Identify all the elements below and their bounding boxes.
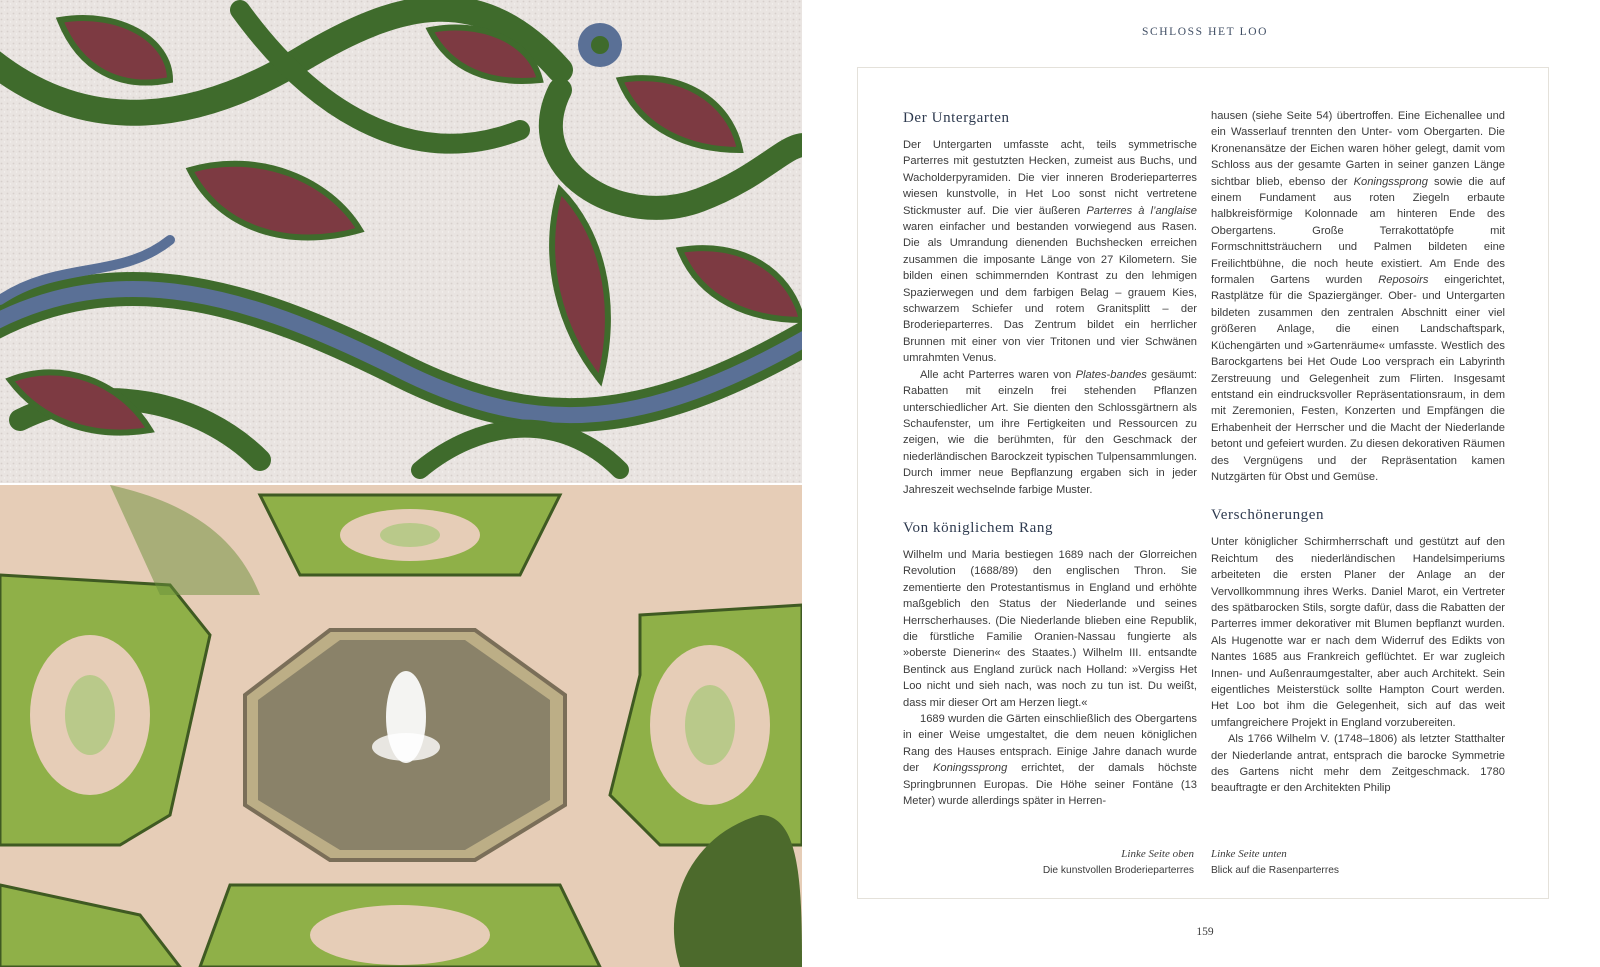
paragraph-text: eingerichtet, Rastplätze für die Spaziergänger. Ober- und Untergarten bildeten zusammen den zentralen Abschnitt einer viel größeren Anlage, die einen Landschaftspark, Küchengärten und »Gartenräume« umfasste. Westlich des Barockgartens bei Het Oude Loo versprach ein Labyrinth Zerstreuung und Gelegenheit zum Flirten. Insgesamt entstand ein eindrucksvoller Repräsentationsraum, in dem mit Zeremonien, Festen, Konzerten und Empfängen die Erhabenheit der Herrscher und die Macht der Niederlande betont und gefeiert wurden. Zu diesen dekorativen Räumen des Vergnügens und der Repräsentation kamen Nutzgärten für Obst und Gemüse. [1211, 274, 1505, 483]
lawn-parterre-photo [0, 485, 802, 967]
caption-title: Linke Seite unten [1211, 848, 1287, 860]
paragraph-text: hausen (siehe Seite 54) übertroffen. Eine Eichenallee und ein Wasserlauf trennten den Unter- vom Obergarten. Die Kronenansätze der Eichen waren höher gelegt, damit vom Schloss aus der gesamte Garten in seiner ganzen Länge sichtbar blieb, ebenso der [1211, 110, 1505, 188]
paragraph [903, 137, 1197, 367]
section-heading-untergarten: Der Untergarten [903, 110, 1010, 126]
paragraph [903, 711, 1197, 809]
paragraph [1211, 108, 1505, 485]
section-heading-verschoenerungen: Verschönerungen [1211, 507, 1325, 524]
paragraph-emphasis: Reposoirs [1378, 274, 1429, 287]
paragraph-text: 1689 wurden die Gärten einschließlich des Obergartens in einer Weise umgestaltet, die dem neuen königlichen Rang des Hauses entsprach. Einige Jahre danach wurde der [903, 713, 1197, 775]
caption-title: Linke Seite oben [1121, 848, 1194, 860]
paragraph: Als 1766 Wilhelm V. (1748–1806) als letzter Statthalter der Niederlande antrat, entsprach die barocke Symmetrie des Gartens nicht mehr dem Zeitgeschmack. 1780 beauftragte er den Architekten Philip [1211, 733, 1505, 795]
broderie-parterre-image [0, 0, 802, 483]
section-heading-koeniglicher-rang: Von königlichem Rang [903, 519, 1054, 536]
paragraph-emphasis: Plates-bandes [1075, 368, 1147, 381]
caption-text: Die kunstvollen Broderieparterres [1042, 864, 1194, 876]
paragraph-text: waren einfacher und bestanden vorwiegend aus Rasen. Die als Umrandung dienenden Buchshecken erreichen zusammen die imposante Länge von 27 Kilometern. Sie bilden einen schimmernden Kontrast zu den lehmigen Spazierwegen und dem farbigen Belag – grauem Kies, schwarzem Schiefer und rotem Granitsplitt – der Broderieparterres. Das Zentrum bildet ein herrlicher Brunnen mit einer von vier Tritonen und vier Schwänen umrahmten Venus. [903, 221, 1197, 365]
paragraph-text: gesäumt: Rabatten mit einzeln frei stehenden Pflanzen unterschiedlicher Art. Sie dienten den Schlossgärtnern als Schaufenster, um ihre Fertigkeiten und Ressourcen zu zeigen, wie die berühmten, für den Geschmack der niederländischen Barockzeit typischen Tulpensammlungen. Durch immer neue Bepflanzung ergaben sich in jeder Jahreszeit wechselnde farbige Muster. [903, 368, 1198, 496]
paragraph-text: Der Untergarten umfasste acht, teils symmetrische Parterres mit gestutzten Hecken, zumeist aus Buchs, und Wacholderpyramiden. Die vier inneren Broderieparterres wiesen kunstvolle, in Het Loo sonst nicht vertretene Stickmuster auf. Die vier äußeren [903, 139, 1197, 217]
text-column-left [903, 108, 1197, 809]
paragraph-text: sowie die auf einem Fundament aus roten Ziegeln erbaute halbkreisförmige Kolonnade am hinteren Ende des Obergartens. Große Terrakottatöpfe mit Formschnittsträuchern und Palmen bildeten eine Freilichtbühne, die noch heute existiert. Am Ende des formalen Gartens wurden [1211, 175, 1505, 287]
caption-right [1211, 846, 1339, 879]
paragraph: Unter königlicher Schirmherrschaft und gestützt auf den Reichtum des niederländischen Handelsimperiums arbeiteten die ersten Planer der Anlage an der Vervollkommnung ihres Werks. Daniel Marot, ein Vertreter des spätbarocken Stils, sorgte dafür, dass die Rabatten der Parterres immer dekorativer mit Blumen bepflanzt wurden. Als Hugenotte war er nach dem Widerruf des Edikts von Nantes 1685 aus Frankreich geflüchtet. Er war zugleich Innen- und Außenraumgestalter, aber auch Architekt. Sein eigentliches Meisterstück sollte Hampton Court werden. Het Loo bot ihm die Gelegenheit, sich auf das weit umfangreichere Projekt in England vorzubereiten. [1211, 536, 1505, 729]
broderie-parterre-photo [0, 0, 802, 483]
text-column-right [1211, 108, 1505, 797]
page-number: 159 [1196, 926, 1214, 938]
paragraph-emphasis: Koningssprong [1353, 175, 1428, 188]
paragraph: Wilhelm und Maria bestiegen 1689 nach der Glorreichen Revolution (1688/89) den englischen Thron. Sie zementierte den Protestantismus in England und erhöhte maßgeblich den Status der Niederlande und seines Herrscherhauses. (Die Niederlande blieben eine Republik, die fürstliche Familie Oranien-Nassau fungierte als »oberste Dienerin« des Staates.) Wilhelm III. entsandte Bentinck aus England zurück nach Holland: »Vergiss Het Loo nicht und sieh nach, was noch zu tun ist. Du weißt, dass mir dieser Ort am Herzen liegt.« [903, 548, 1197, 709]
paragraph-text: errichtet, der damals höchste Springbrunnen Europas. Die Höhe seiner Fontäne (13 Meter) wurde allerdings später in Herren- [903, 762, 1197, 808]
paragraph-emphasis: Koningssprong [932, 762, 1008, 775]
paragraph [903, 367, 1197, 498]
caption-left [1043, 846, 1194, 879]
lawn-parterre-image [0, 485, 802, 967]
running-head: SCHLOSS HET LOO [1141, 26, 1269, 38]
caption-text: Blick auf die Rasenparterres [1211, 864, 1339, 876]
paragraph-text: Alle acht Parterres waren von [920, 368, 1076, 381]
paragraph-emphasis: Parterres à l’anglaise [1086, 204, 1197, 217]
